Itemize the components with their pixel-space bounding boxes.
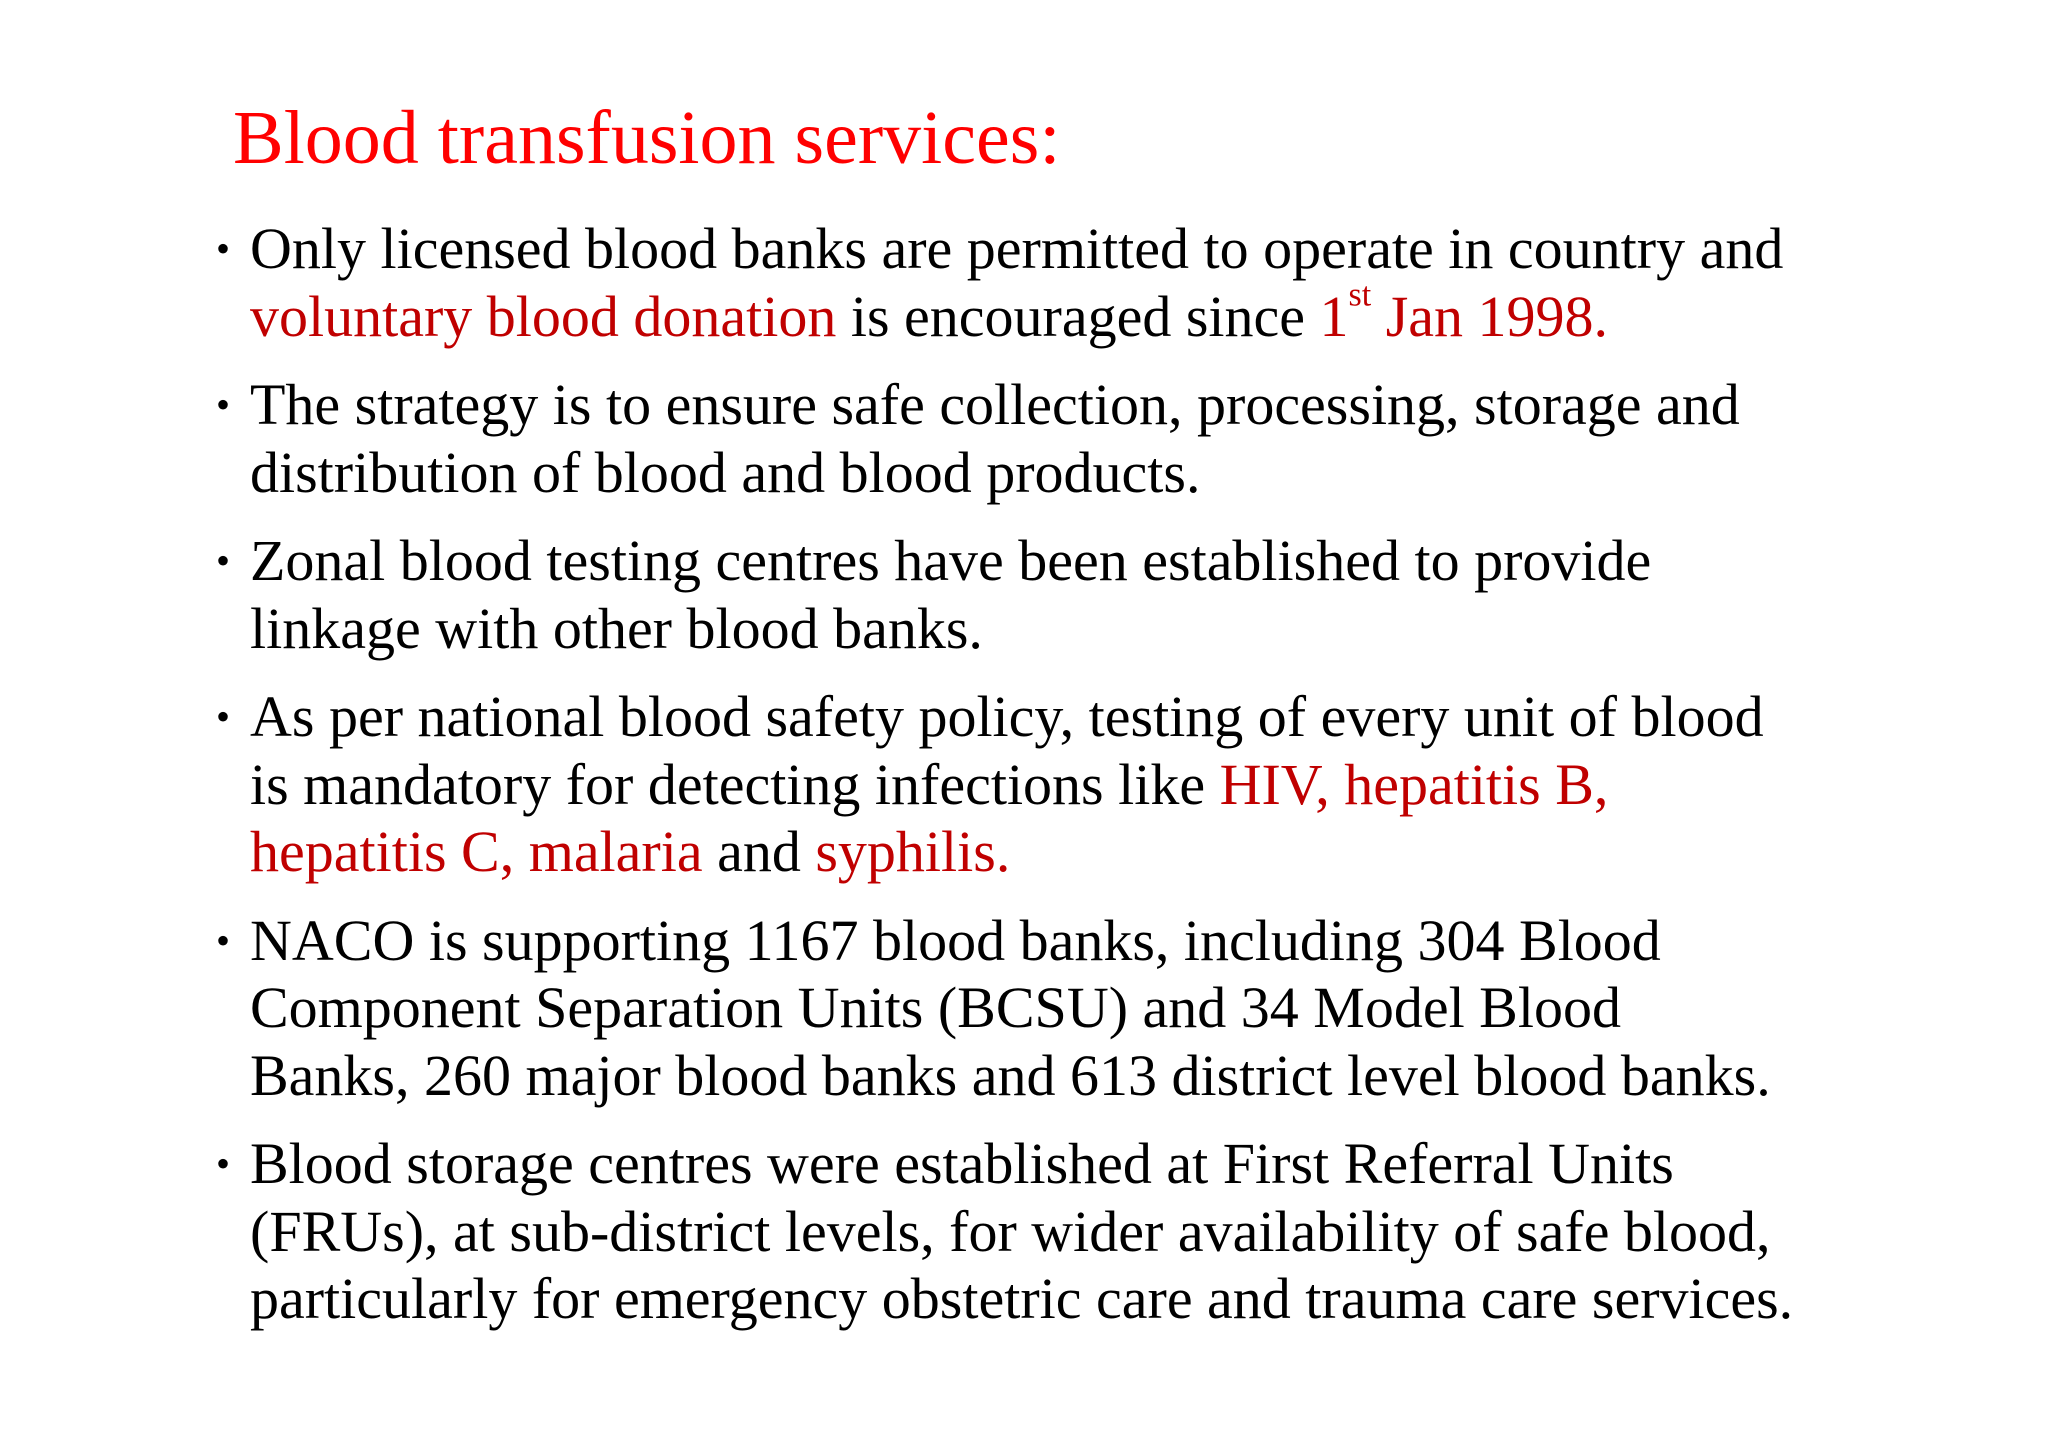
bullet-line: [250, 275, 1936, 351]
bullet-line: Zonal blood testing centres have been established to provide: [250, 528, 1652, 593]
bullet-line: Banks, 260 major blood banks and 613 district level blood banks.: [250, 1042, 1771, 1108]
date-ordinal-suffix: st: [1348, 275, 1372, 313]
bullet-icon: •: [216, 226, 231, 271]
bullet-text: is encouraged since: [836, 283, 1320, 349]
bullet-line: [250, 818, 1936, 886]
highlight-text: HIV, hepatitis B,: [1219, 751, 1609, 817]
date-rest: Jan 1998.: [1371, 283, 1609, 349]
bullet-item-zonal-centres: [216, 527, 1936, 662]
bullet-item-strategy: [216, 371, 1936, 506]
highlight-date: [1319, 275, 1609, 349]
date-day: 1: [1319, 283, 1349, 349]
bullet-line: Component Separation Units (BCSU) and 34 Model Blood: [250, 975, 1621, 1040]
bullet-line: Only licensed blood banks are permitted to operate in country and: [250, 216, 1784, 281]
slide-title: Blood transfusion services:: [233, 96, 1061, 180]
bullet-icon: •: [216, 1141, 231, 1186]
bullet-line: distribution of blood and blood products.: [250, 439, 1201, 505]
bullet-line: [250, 751, 1936, 819]
bullet-icon: •: [216, 538, 231, 583]
bullet-item-safety-policy: [216, 683, 1936, 886]
bullet-line: (FRUs), at sub-district levels, for wider availability of safe blood,: [250, 1198, 1771, 1264]
bullet-item-naco: [216, 907, 1936, 1110]
bullet-item-storage-centres: [216, 1130, 1936, 1333]
highlight-text: hepatitis C, malaria: [250, 819, 703, 884]
bullet-text: is mandatory for detecting infections like: [250, 751, 1220, 817]
bullet-text: and: [702, 819, 816, 884]
bullet-line: NACO is supporting 1167 blood banks, including 304 Blood: [250, 907, 1661, 973]
bullet-icon: •: [216, 382, 231, 427]
bullet-line: particularly for emergency obstetric care and trauma care services.: [250, 1266, 1794, 1331]
highlight-text: voluntary blood donation: [250, 283, 837, 349]
bullet-line: Blood storage centres were established at First Referral Units: [250, 1131, 1674, 1196]
bullet-icon: •: [216, 694, 231, 739]
highlight-text: syphilis.: [815, 819, 1011, 884]
bullet-line: The strategy is to ensure safe collection, processing, storage and: [250, 372, 1740, 437]
bullet-item-licensed-blood-banks: [216, 215, 1936, 350]
bullet-line: linkage with other blood banks.: [250, 595, 983, 661]
bullet-list: [216, 215, 1936, 1354]
bullet-line: As per national blood safety policy, testing of every unit of blood: [250, 684, 1764, 749]
bullet-icon: •: [216, 917, 231, 963]
